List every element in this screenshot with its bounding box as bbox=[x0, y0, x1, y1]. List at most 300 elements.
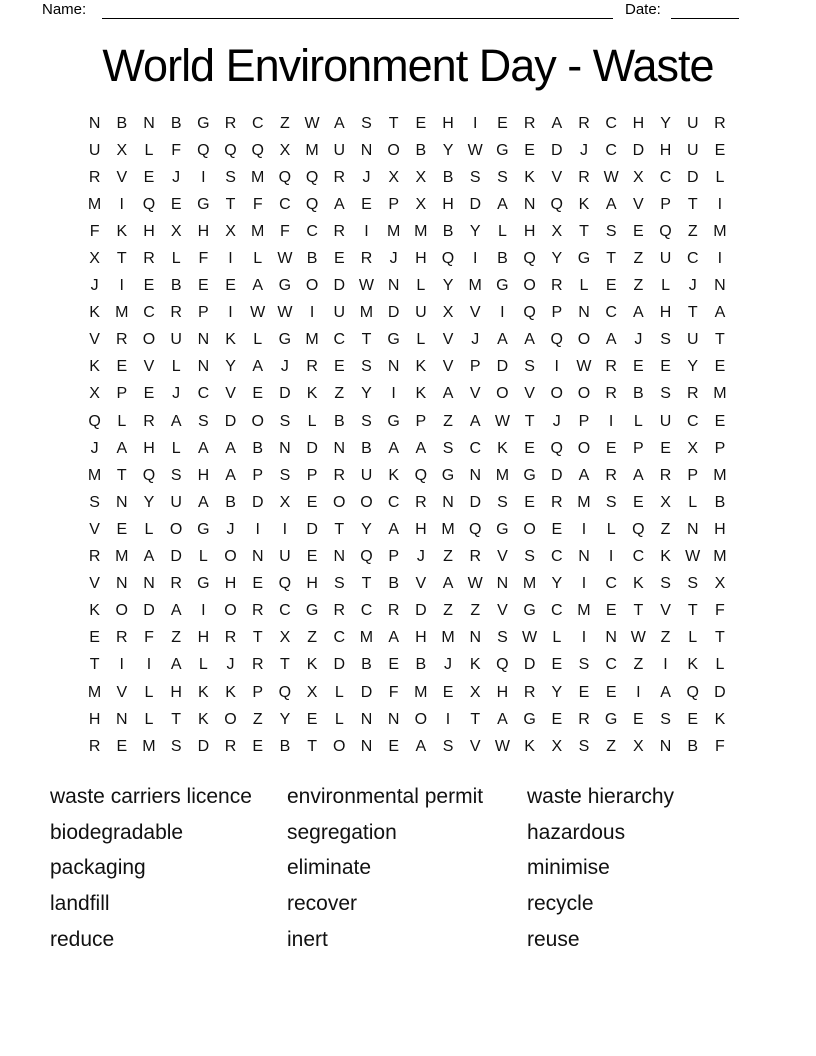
grid-cell: L bbox=[198, 548, 208, 566]
grid-cell: J bbox=[634, 331, 643, 349]
grid-cell: B bbox=[116, 114, 128, 132]
grid-cell: N bbox=[469, 629, 481, 647]
grid-cell: L bbox=[633, 412, 643, 430]
grid-cell: R bbox=[170, 304, 182, 322]
grid-cell: E bbox=[660, 358, 671, 376]
grid-cell: M bbox=[115, 304, 129, 322]
grid-cell: T bbox=[225, 195, 236, 213]
grid-cell: H bbox=[496, 683, 509, 701]
grid-cell: M bbox=[441, 520, 455, 538]
grid-cell: M bbox=[495, 466, 510, 484]
grid-cell: I bbox=[717, 195, 723, 213]
grid-cell: C bbox=[605, 304, 617, 322]
grid-cell: B bbox=[279, 737, 291, 755]
grid-cell: R bbox=[578, 710, 590, 728]
grid-cell: Q bbox=[142, 195, 156, 213]
grid-cell: I bbox=[636, 683, 641, 701]
grid-cell: S bbox=[170, 466, 182, 484]
word-list-item: waste hierarchy bbox=[527, 785, 675, 808]
grid-cell: V bbox=[442, 331, 454, 349]
grid-cell: H bbox=[714, 520, 726, 538]
grid-cell: L bbox=[307, 412, 317, 430]
grid-cell: L bbox=[198, 656, 208, 674]
grid-cell: E bbox=[415, 114, 427, 132]
grid-cell: V bbox=[442, 358, 454, 376]
grid-cell: S bbox=[361, 114, 372, 132]
grid-cell: G bbox=[197, 575, 210, 593]
grid-cell: M bbox=[305, 141, 319, 159]
grid-cell: R bbox=[224, 629, 237, 647]
grid-cell: D bbox=[686, 168, 699, 186]
grid-cell: X bbox=[89, 250, 100, 268]
grid-cell: S bbox=[524, 358, 535, 376]
grid-cell: T bbox=[252, 629, 263, 647]
grid-cell: V bbox=[89, 520, 100, 538]
grid-cell: M bbox=[713, 222, 727, 240]
grid-cell: Q bbox=[88, 412, 101, 430]
grid-cell: T bbox=[388, 114, 399, 132]
grid-cell: K bbox=[469, 656, 481, 674]
grid-cell: I bbox=[201, 602, 206, 620]
grid-cell: S bbox=[497, 493, 508, 511]
grid-cell: Z bbox=[280, 114, 290, 132]
grid-cell: K bbox=[633, 575, 644, 593]
grid-cell: L bbox=[171, 250, 181, 268]
grid-cell: G bbox=[523, 710, 536, 728]
grid-cell: L bbox=[334, 710, 344, 728]
grid-cell: G bbox=[496, 520, 509, 538]
grid-cell: A bbox=[198, 439, 209, 457]
grid-cell: L bbox=[715, 656, 725, 674]
grid-cell: V bbox=[497, 602, 508, 620]
grid-cell: X bbox=[225, 222, 236, 240]
grid-cell: D bbox=[224, 412, 237, 430]
grid-cell: G bbox=[387, 331, 400, 349]
word-list-item: waste carriers licence bbox=[50, 785, 252, 808]
grid-cell: Y bbox=[687, 358, 699, 376]
grid-cell: B bbox=[388, 575, 399, 593]
grid-cell: O bbox=[224, 602, 237, 620]
grid-cell: O bbox=[577, 439, 591, 457]
grid-cell: M bbox=[713, 466, 727, 484]
grid-cell: Q bbox=[659, 222, 672, 240]
grid-cell: U bbox=[88, 141, 101, 159]
grid-cell: N bbox=[251, 548, 264, 566]
grid-cell: C bbox=[605, 656, 617, 674]
grid-cell: G bbox=[523, 466, 536, 484]
grid-cell: A bbox=[497, 710, 508, 728]
grid-cell: S bbox=[469, 168, 481, 186]
grid-cell: A bbox=[198, 493, 209, 511]
grid-cell: K bbox=[89, 304, 100, 322]
grid-cell: F bbox=[280, 222, 290, 240]
grid-cell: I bbox=[663, 656, 668, 674]
grid-cell: I bbox=[201, 168, 206, 186]
grid-cell: H bbox=[415, 250, 427, 268]
grid-cell: F bbox=[171, 141, 182, 159]
grid-cell: O bbox=[251, 412, 264, 430]
grid-cell: B bbox=[687, 737, 699, 755]
grid-cell: I bbox=[581, 575, 587, 593]
grid-cell: A bbox=[225, 439, 236, 457]
grid-cell: H bbox=[659, 141, 672, 159]
grid-cell: Q bbox=[414, 466, 428, 484]
grid-cell: Z bbox=[633, 656, 644, 674]
grid-cell: L bbox=[171, 439, 181, 457]
grid-cell: J bbox=[389, 250, 398, 268]
grid-cell: H bbox=[415, 520, 427, 538]
grid-cell: V bbox=[497, 548, 508, 566]
word-list-item: environmental permit bbox=[287, 785, 484, 808]
grid-cell: E bbox=[633, 358, 644, 376]
grid-cell: N bbox=[659, 737, 672, 755]
word-search-grid bbox=[81, 110, 734, 760]
grid-cell: D bbox=[251, 493, 264, 511]
word-list-column bbox=[287, 779, 483, 958]
grid-cell: R bbox=[170, 575, 182, 593]
grid-cell: Q bbox=[550, 439, 563, 457]
grid-cell: B bbox=[497, 250, 508, 268]
grid-cell: V bbox=[469, 385, 481, 403]
grid-cell: G bbox=[496, 277, 509, 295]
grid-cell: X bbox=[89, 385, 100, 403]
grid-cell: Y bbox=[551, 250, 563, 268]
grid-cell: S bbox=[660, 710, 671, 728]
grid-cell: N bbox=[333, 548, 346, 566]
date-fill-line bbox=[671, 0, 739, 19]
grid-cell: Y bbox=[279, 710, 291, 728]
grid-cell: Z bbox=[443, 548, 453, 566]
grid-cell: Q bbox=[550, 195, 563, 213]
grid-cell: S bbox=[497, 168, 508, 186]
grid-cell: A bbox=[442, 385, 454, 403]
grid-cell: M bbox=[522, 575, 537, 593]
grid-cell: I bbox=[581, 520, 587, 538]
word-list-item: packaging bbox=[50, 856, 146, 880]
grid-cell: D bbox=[360, 683, 373, 701]
grid-cell: R bbox=[251, 602, 264, 620]
grid-cell: Z bbox=[660, 520, 671, 538]
grid-cell: C bbox=[632, 548, 645, 566]
grid-cell: Z bbox=[687, 222, 698, 240]
grid-cell: P bbox=[687, 466, 699, 484]
grid-cell: W bbox=[250, 304, 266, 322]
grid-cell: A bbox=[605, 331, 617, 349]
grid-cell: F bbox=[715, 602, 725, 620]
grid-cell: R bbox=[143, 412, 155, 430]
grid-cell: K bbox=[306, 656, 318, 674]
grid-cell: D bbox=[551, 466, 563, 484]
grid-cell: A bbox=[551, 114, 563, 132]
grid-cell: L bbox=[416, 331, 426, 349]
grid-cell: E bbox=[116, 358, 128, 376]
grid-cell: I bbox=[282, 520, 288, 538]
grid-cell: N bbox=[279, 439, 291, 457]
grid-cell: P bbox=[388, 195, 399, 213]
grid-cell: M bbox=[414, 683, 428, 701]
grid-cell: R bbox=[578, 114, 590, 132]
grid-cell: P bbox=[633, 439, 644, 457]
grid-cell: R bbox=[523, 683, 536, 701]
grid-cell: R bbox=[360, 250, 373, 268]
grid-cell: I bbox=[119, 195, 124, 213]
grid-cell: D bbox=[551, 141, 563, 159]
grid-cell: L bbox=[416, 277, 426, 295]
grid-cell: N bbox=[387, 710, 400, 728]
grid-cell: Z bbox=[443, 602, 453, 620]
grid-cell: V bbox=[116, 683, 128, 701]
grid-cell: Y bbox=[660, 114, 671, 132]
grid-cell: D bbox=[632, 141, 645, 159]
grid-cell: E bbox=[551, 710, 563, 728]
grid-cell: E bbox=[714, 141, 726, 159]
grid-cell: Z bbox=[633, 277, 644, 295]
name-fill-line bbox=[102, 0, 613, 19]
grid-cell: O bbox=[523, 277, 536, 295]
grid-cell: R bbox=[659, 466, 672, 484]
grid-cell: W bbox=[277, 304, 293, 322]
grid-cell: U bbox=[333, 304, 346, 322]
grid-cell: A bbox=[225, 466, 236, 484]
grid-cell: I bbox=[228, 304, 233, 322]
grid-cell: E bbox=[633, 493, 644, 511]
grid-cell: J bbox=[90, 439, 99, 457]
grid-cell: C bbox=[143, 304, 155, 322]
grid-cell: Q bbox=[496, 656, 509, 674]
grid-cell: X bbox=[551, 222, 563, 240]
grid-cell: J bbox=[172, 168, 181, 186]
grid-cell: E bbox=[524, 141, 535, 159]
grid-cell: C bbox=[306, 222, 318, 240]
grid-cell: Y bbox=[469, 222, 481, 240]
grid-cell: C bbox=[605, 114, 617, 132]
grid-cell: B bbox=[361, 656, 372, 674]
grid-cell: R bbox=[88, 737, 101, 755]
grid-cell: K bbox=[225, 331, 236, 349]
grid-cell: Y bbox=[442, 277, 454, 295]
grid-cell: B bbox=[361, 439, 372, 457]
grid-cell: H bbox=[197, 466, 210, 484]
grid-cell: C bbox=[551, 548, 563, 566]
grid-cell: M bbox=[359, 304, 374, 322]
grid-cell: E bbox=[633, 710, 644, 728]
grid-cell: E bbox=[116, 737, 128, 755]
grid-cell: B bbox=[714, 493, 726, 511]
grid-cell: R bbox=[686, 385, 699, 403]
grid-cell: E bbox=[89, 629, 100, 647]
grid-cell: R bbox=[605, 385, 617, 403]
grid-cell: L bbox=[661, 277, 670, 295]
grid-cell: K bbox=[714, 710, 726, 728]
grid-cell: J bbox=[90, 277, 99, 295]
grid-cell: P bbox=[578, 412, 590, 430]
grid-cell: B bbox=[442, 168, 454, 186]
grid-cell: T bbox=[687, 602, 698, 620]
grid-cell: A bbox=[497, 331, 508, 349]
grid-cell: D bbox=[469, 493, 481, 511]
grid-cell: M bbox=[87, 466, 102, 484]
grid-cell: A bbox=[415, 439, 427, 457]
grid-cell: S bbox=[225, 168, 236, 186]
grid-cell: K bbox=[306, 385, 318, 403]
grid-cell: E bbox=[361, 195, 372, 213]
grid-cell: Y bbox=[361, 385, 372, 403]
grid-cell: F bbox=[715, 737, 725, 755]
grid-cell: R bbox=[605, 358, 617, 376]
word-list-item: inert bbox=[287, 927, 328, 951]
word-list-column bbox=[50, 779, 252, 958]
grid-cell: G bbox=[278, 277, 292, 295]
word-list-item: landfill bbox=[50, 892, 110, 916]
grid-cell: E bbox=[143, 277, 155, 295]
grid-cell: E bbox=[524, 493, 535, 511]
grid-cell: I bbox=[146, 656, 152, 674]
grid-cell: N bbox=[197, 358, 210, 376]
grid-cell: V bbox=[524, 385, 535, 403]
grid-cell: J bbox=[579, 141, 588, 159]
grid-cell: L bbox=[144, 710, 154, 728]
grid-cell: G bbox=[387, 412, 400, 430]
grid-cell: C bbox=[333, 331, 346, 349]
grid-cell: Z bbox=[470, 602, 481, 620]
grid-cell: D bbox=[415, 602, 427, 620]
grid-cell: T bbox=[361, 331, 372, 349]
grid-cell: N bbox=[387, 277, 400, 295]
grid-cell: M bbox=[251, 222, 265, 240]
grid-cell: J bbox=[444, 656, 453, 674]
grid-cell: C bbox=[197, 385, 210, 403]
grid-cell: H bbox=[415, 629, 427, 647]
grid-cell: U bbox=[360, 466, 373, 484]
grid-cell: F bbox=[252, 195, 263, 213]
grid-cell: R bbox=[578, 168, 590, 186]
grid-cell: H bbox=[143, 439, 155, 457]
page-title: World Environment Day - Waste bbox=[102, 40, 714, 91]
grid-cell: O bbox=[523, 520, 536, 538]
grid-cell: Z bbox=[171, 629, 182, 647]
grid-cell: E bbox=[388, 656, 399, 674]
grid-cell: J bbox=[172, 385, 181, 403]
grid-cell: A bbox=[116, 439, 128, 457]
grid-cell: S bbox=[660, 385, 671, 403]
grid-cell: H bbox=[143, 222, 155, 240]
grid-cell: O bbox=[224, 710, 237, 728]
grid-cell: G bbox=[278, 331, 292, 349]
grid-cell: X bbox=[633, 168, 644, 186]
grid-cell: P bbox=[116, 385, 128, 403]
grid-cell: B bbox=[415, 141, 427, 159]
grid-cell: U bbox=[279, 548, 291, 566]
grid-cell: K bbox=[660, 548, 671, 566]
grid-cell: I bbox=[581, 629, 587, 647]
grid-cell: C bbox=[551, 602, 563, 620]
grid-cell: F bbox=[89, 222, 100, 240]
grid-cell: M bbox=[115, 548, 129, 566]
grid-cell: S bbox=[605, 222, 617, 240]
grid-cell: Q bbox=[305, 168, 319, 186]
grid-cell: K bbox=[524, 168, 535, 186]
grid-cell: M bbox=[414, 222, 428, 240]
grid-cell: O bbox=[577, 331, 591, 349]
grid-cell: X bbox=[116, 141, 128, 159]
grid-cell: V bbox=[89, 331, 100, 349]
grid-cell: O bbox=[169, 520, 183, 538]
grid-cell: C bbox=[659, 168, 672, 186]
grid-cell: I bbox=[445, 710, 451, 728]
grid-cell: R bbox=[333, 168, 346, 186]
grid-cell: X bbox=[279, 629, 291, 647]
grid-cell: J bbox=[280, 358, 289, 376]
grid-cell: S bbox=[361, 412, 372, 430]
grid-cell: A bbox=[143, 548, 155, 566]
grid-cell: N bbox=[578, 304, 590, 322]
grid-cell: G bbox=[577, 250, 591, 268]
grid-cell: W bbox=[494, 412, 510, 430]
grid-cell: T bbox=[579, 222, 589, 240]
grid-cell: R bbox=[306, 358, 318, 376]
grid-cell: N bbox=[360, 710, 373, 728]
word-list-item: recover bbox=[287, 892, 358, 916]
grid-cell: H bbox=[224, 575, 237, 593]
grid-cell: D bbox=[279, 385, 291, 403]
grid-cell: U bbox=[170, 493, 182, 511]
grid-cell: T bbox=[307, 737, 317, 755]
grid-cell: A bbox=[170, 656, 182, 674]
name-label: Name: bbox=[42, 1, 87, 18]
grid-cell: X bbox=[279, 493, 291, 511]
grid-cell: N bbox=[578, 548, 590, 566]
word-list-item: hazardous bbox=[527, 820, 626, 844]
grid-cell: M bbox=[713, 548, 727, 566]
grid-cell: R bbox=[333, 602, 346, 620]
grid-cell: L bbox=[579, 277, 589, 295]
grid-cell: K bbox=[415, 385, 427, 403]
grid-cell: A bbox=[578, 466, 590, 484]
grid-cell: S bbox=[605, 493, 617, 511]
grid-cell: A bbox=[252, 358, 264, 376]
grid-cell: E bbox=[116, 520, 128, 538]
grid-cell: Y bbox=[442, 141, 454, 159]
grid-cell: Z bbox=[334, 385, 345, 403]
grid-cell: J bbox=[362, 168, 371, 186]
grid-cell: Y bbox=[225, 358, 236, 376]
grid-cell: G bbox=[305, 602, 319, 620]
grid-cell: F bbox=[198, 250, 209, 268]
grid-cell: N bbox=[116, 493, 128, 511]
grid-cell: A bbox=[252, 277, 264, 295]
grid-cell: W bbox=[603, 168, 619, 186]
grid-cell: R bbox=[551, 277, 563, 295]
grid-cell: E bbox=[497, 114, 508, 132]
grid-cell: E bbox=[551, 656, 563, 674]
grid-cell: Y bbox=[143, 493, 155, 511]
grid-cell: X bbox=[633, 737, 644, 755]
grid-cell: R bbox=[387, 602, 400, 620]
grid-cell: R bbox=[116, 331, 128, 349]
grid-cell: O bbox=[224, 548, 237, 566]
grid-cell: C bbox=[333, 629, 346, 647]
grid-cell: L bbox=[171, 358, 181, 376]
grid-cell: L bbox=[552, 629, 562, 647]
grid-cell: M bbox=[142, 737, 156, 755]
word-list-column bbox=[527, 779, 674, 958]
grid-cell: Q bbox=[632, 520, 645, 538]
grid-cell: A bbox=[333, 195, 345, 213]
grid-cell: E bbox=[333, 250, 345, 268]
grid-cell: A bbox=[170, 602, 182, 620]
word-list-item: recycle bbox=[527, 892, 594, 916]
grid-cell: S bbox=[89, 493, 100, 511]
